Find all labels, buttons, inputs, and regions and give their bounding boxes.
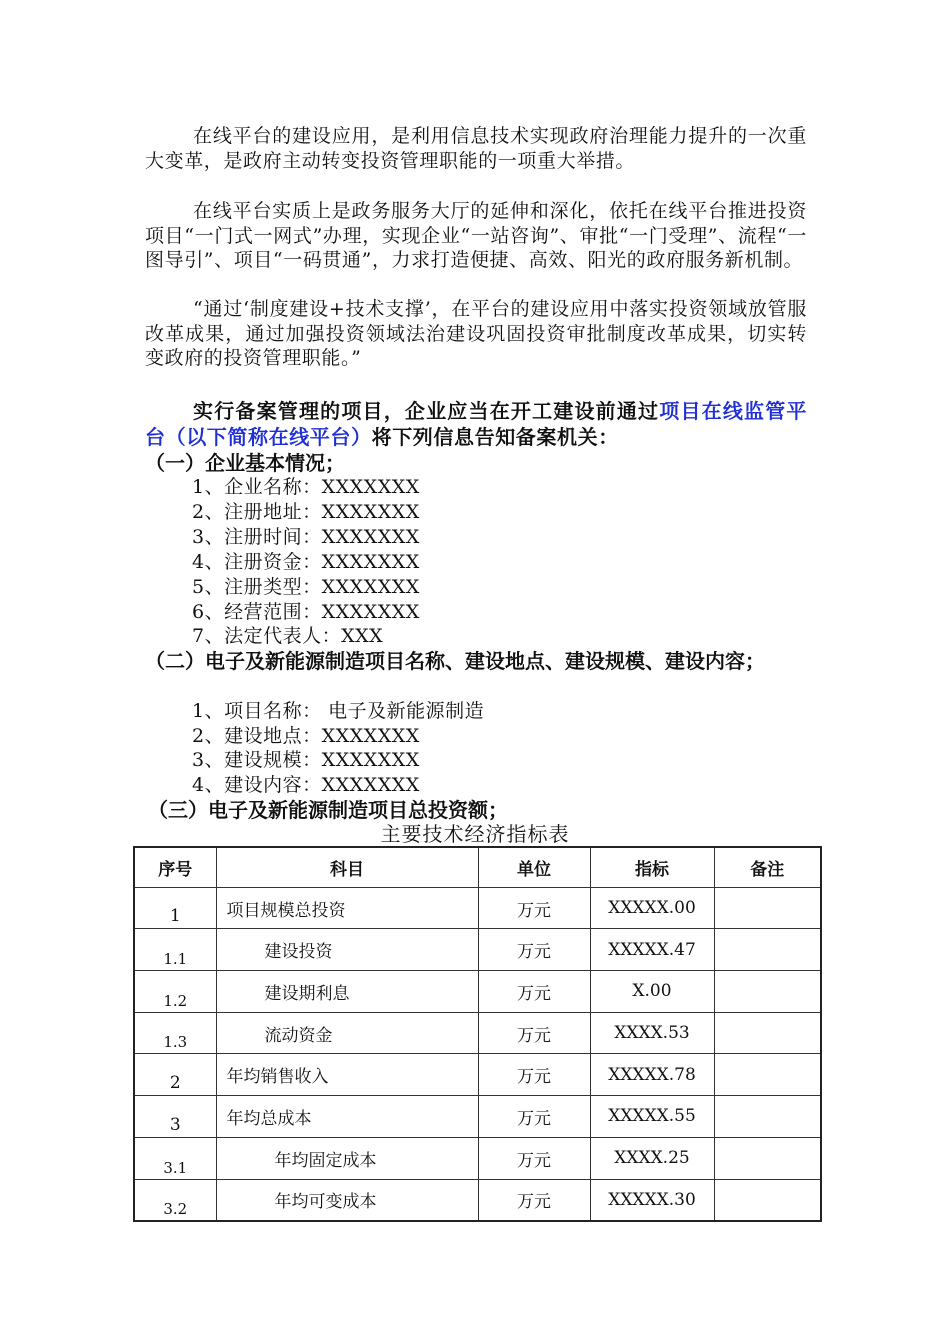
list-item: 4、建设内容：XXXXXXX [192, 774, 420, 796]
row-note [714, 1096, 821, 1138]
notice-paragraph [145, 399, 807, 450]
row-seq: 2 [134, 1054, 216, 1096]
row-unit: 万元 [478, 1012, 590, 1054]
list-item: 1、企业名称：XXXXXXX [192, 476, 420, 498]
table-caption: 主要技术经济指标表 [380, 822, 570, 846]
table-row [134, 887, 821, 929]
intro-paragraph-3: “通过‘制度建设+技术支撑’，在平台的建设应用中落实投资领域放管服改革成果，通过加强投资领域法治建设巩固投资审批制度改革成果，切实转变政府的投资管理职能。” [145, 298, 807, 369]
list-item: 4、注册资金：XXXXXXX [192, 551, 420, 573]
list-item: 6、经营范围：XXXXXXX [192, 601, 420, 623]
row-subject: 年均固定成本 [216, 1137, 478, 1179]
list-item: 2、注册地址：XXXXXXX [192, 501, 420, 523]
row-value: XXXX.53 [590, 1012, 714, 1054]
row-subject: 流动资金 [216, 1012, 478, 1054]
platform-link[interactable]: 项目在线监管平台（以下简称在线平台） [145, 399, 808, 449]
section-heading-2: （二）电子及新能源制造项目名称、建设地点、建设规模、建设内容； [145, 649, 765, 673]
row-note [714, 971, 821, 1013]
table-row [134, 1179, 821, 1221]
row-subject: 年均可变成本 [216, 1179, 478, 1221]
row-unit: 万元 [478, 971, 590, 1013]
list-item: 1、项目名称： 电子及新能源制造 [192, 700, 485, 722]
list-item: 5、注册类型：XXXXXXX [192, 576, 420, 598]
list-item: 3、注册时间：XXXXXXX [192, 526, 420, 548]
row-note [714, 929, 821, 971]
row-seq: 3 [134, 1096, 216, 1138]
row-value: XXXXX.00 [590, 887, 714, 929]
row-unit: 万元 [478, 1179, 590, 1221]
section-heading-1: （一）企业基本情况； [145, 451, 345, 475]
table-header-row [134, 847, 821, 887]
row-note [714, 887, 821, 929]
list-item: 7、法定代表人：XXX [192, 625, 384, 647]
indicator-table [133, 846, 822, 1222]
row-seq: 3.1 [134, 1137, 216, 1179]
table-row [134, 1096, 821, 1138]
row-unit: 万元 [478, 887, 590, 929]
intro-paragraph-1: 在线平台的建设应用，是利用信息技术实现政府治理能力提升的一次重大变革，是政府主动转变投资管理职能的一项重大举措。 [145, 125, 807, 172]
row-subject: 建设投资 [216, 929, 478, 971]
row-value: XXXXX.30 [590, 1179, 714, 1221]
row-subject: 建设期利息 [216, 971, 478, 1013]
row-unit: 万元 [478, 1054, 590, 1096]
notice-text-after: 将下列信息告知备案机关： [371, 424, 619, 449]
intro-paragraph-2: 在线平台实质上是政务服务大厅的延伸和深化，依托在线平台推进投资项目“一门式一网式”办理，实现企业“一站咨询”、审批“一门受理”、流程“一图导引”、项目“一码贯通”，力求打造便捷、高效、阳光的政府服务新机制。 [145, 200, 807, 271]
table-row [134, 1054, 821, 1096]
row-note [714, 1179, 821, 1221]
row-seq: 1.1 [134, 929, 216, 971]
row-value: XXXXX.78 [590, 1054, 714, 1096]
table-row [134, 971, 821, 1013]
header-value: 指标 [590, 847, 714, 887]
row-seq: 3.2 [134, 1179, 216, 1221]
row-value: X.00 [590, 971, 714, 1013]
row-seq: 1 [134, 887, 216, 929]
row-subject: 项目规模总投资 [216, 887, 478, 929]
row-value: XXXX.25 [590, 1137, 714, 1179]
row-unit: 万元 [478, 1137, 590, 1179]
header-subject: 科目 [216, 847, 478, 887]
row-note [714, 1012, 821, 1054]
table-row [134, 1137, 821, 1179]
row-note [714, 1054, 821, 1096]
row-subject: 年均销售收入 [216, 1054, 478, 1096]
table-row [134, 1012, 821, 1054]
row-unit: 万元 [478, 1096, 590, 1138]
row-seq: 1.3 [134, 1012, 216, 1054]
notice-text-before: 实行备案管理的项目，企业应当在开工建设前通过 [193, 399, 660, 423]
section-heading-3: （三）电子及新能源制造项目总投资额； [148, 798, 508, 822]
row-subject: 年均总成本 [216, 1096, 478, 1138]
row-unit: 万元 [478, 929, 590, 971]
header-seq: 序号 [134, 847, 216, 887]
list-item: 2、建设地点：XXXXXXX [192, 725, 420, 747]
row-value: XXXXX.55 [590, 1096, 714, 1138]
row-note [714, 1137, 821, 1179]
header-unit: 单位 [478, 847, 590, 887]
row-seq: 1.2 [134, 971, 216, 1013]
row-value: XXXXX.47 [590, 929, 714, 971]
header-note: 备注 [714, 847, 821, 887]
table-row [134, 929, 821, 971]
list-item: 3、建设规模：XXXXXXX [192, 749, 420, 771]
